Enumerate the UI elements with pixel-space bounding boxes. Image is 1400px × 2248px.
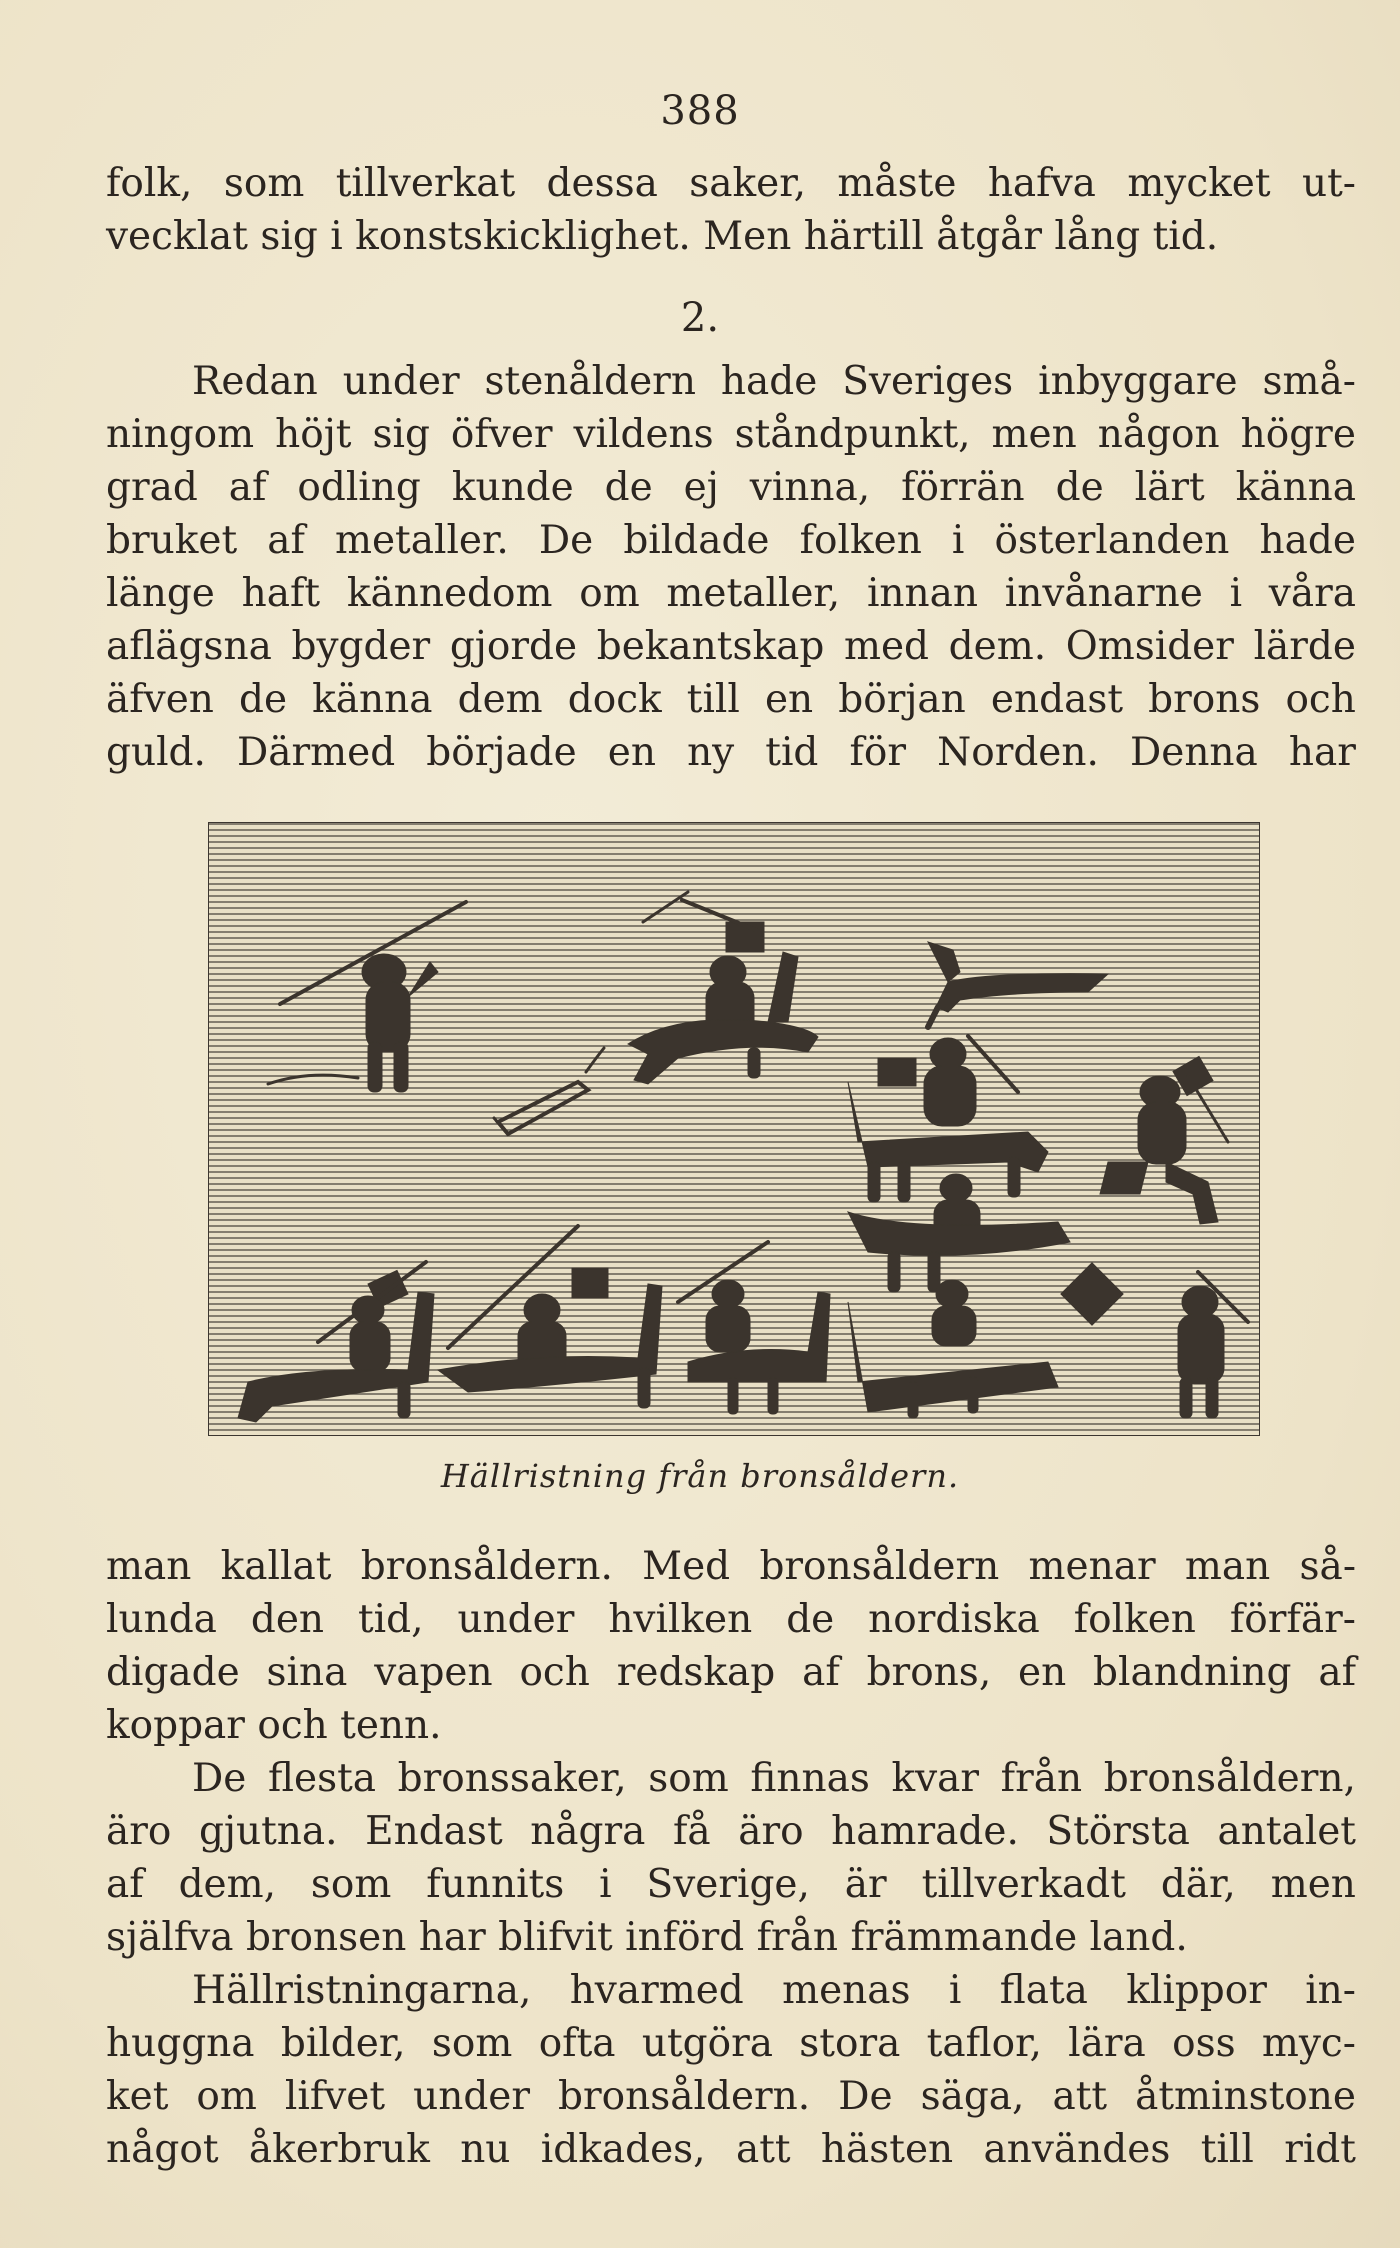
paragraph-section xyxy=(106,355,1356,779)
text-line: huggna bilder, som ofta utgöra stora taflor, lära oss myc- xyxy=(106,2021,1356,2066)
text-line: själfva bronsen har blifvit införd från främmande land. xyxy=(106,1915,1188,1960)
text-line: aflägsna bygder gjorde bekantskap med dem. Omsider lärde xyxy=(106,624,1356,669)
text-line: något åkerbruk nu idkades, att hästen användes till ridt xyxy=(106,2127,1356,2172)
text-line: guld. Därmed började en ny tid för Norden. Denna har xyxy=(106,730,1356,775)
paragraph-top xyxy=(106,157,1356,263)
page-number: 388 xyxy=(660,88,740,134)
paragraph-after xyxy=(106,1540,1356,2176)
text-line: vecklat sig i konstskicklighet. Men härtill åtgår lång tid. xyxy=(106,214,1219,259)
text-line: folk, som tillverkat dessa saker, måste hafva mycket ut- xyxy=(106,161,1356,206)
text-line: koppar och tenn. xyxy=(106,1703,442,1748)
text-line: digade sina vapen och redskap af brons, en blandning af xyxy=(106,1650,1356,1695)
text-line: De flesta bronssaker, som finnas kvar från bronsåldern, xyxy=(192,1756,1356,1801)
text-line: lunda den tid, under hvilken de nordiska folken förfär- xyxy=(106,1597,1356,1642)
text-line: äro gjutna. Endast några få äro hamrade. Största antalet xyxy=(106,1809,1356,1854)
text-line: länge haft kännedom om metaller, innan invånarne i våra xyxy=(106,571,1356,616)
text-line: ket om lifvet under bronsåldern. De säga, att åtminstone xyxy=(106,2074,1356,2119)
text-line: grad af odling kunde de ej vinna, förrän de lärt känna xyxy=(106,465,1356,510)
text-line: ningom höjt sig öfver vildens ståndpunkt, men någon högre xyxy=(106,412,1356,457)
text-line: bruket af metaller. De bildade folken i österlanden hade xyxy=(106,518,1356,563)
text-line: man kallat bronsåldern. Med bronsåldern menar man så- xyxy=(106,1544,1356,1589)
section-number: 2. xyxy=(680,295,720,341)
text-line: äfven de känna dem dock till en början endast brons och xyxy=(106,677,1356,722)
rock-carving-illustration xyxy=(208,822,1260,1436)
figure-caption: Hällristning från bronsåldern. xyxy=(440,1457,960,1495)
text-line: Redan under stenåldern hade Sveriges inbyggare små- xyxy=(192,359,1356,404)
text-line: af dem, som funnits i Sverige, är tillverkadt där, men xyxy=(106,1862,1356,1907)
text-line: Hällristningarna, hvarmed menas i flata klippor in- xyxy=(192,1968,1356,2013)
